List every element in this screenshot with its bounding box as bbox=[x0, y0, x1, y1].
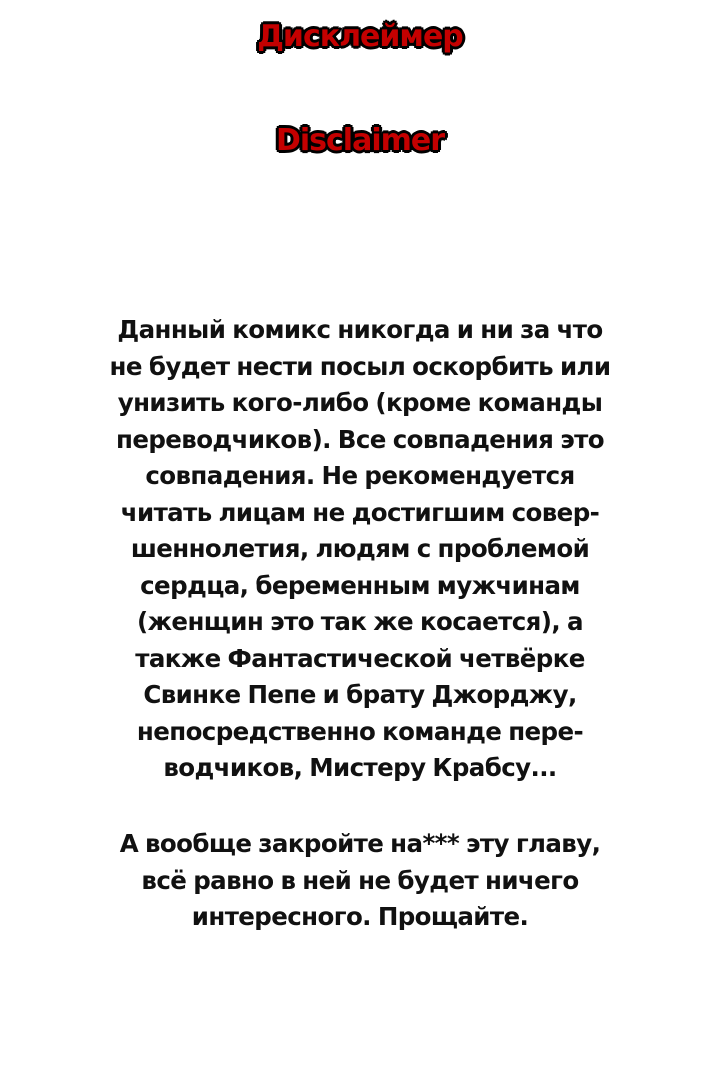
paragraph-line: унизить кого-либо (кроме команды bbox=[117, 388, 603, 417]
title-english: Disclaimer bbox=[275, 123, 445, 158]
paragraph-line: переводчиков). Все совпадения это bbox=[116, 424, 604, 454]
paragraph-line: совпадения. Не рекомендуется bbox=[145, 461, 575, 490]
disclaimer-paragraph-1 bbox=[80, 312, 640, 787]
paragraph-line: не будет нести посыл оскорбить или bbox=[109, 351, 611, 381]
paragraph-line: Свинке Пепе и брату Джорджу, bbox=[143, 680, 577, 709]
disclaimer-paragraph-2 bbox=[80, 826, 640, 936]
title-russian: Дисклеймер bbox=[257, 19, 463, 54]
paragraph-line: А вообще закройте на*** эту главу, bbox=[119, 829, 601, 858]
paragraph-line: читать лицам не достигшим совер- bbox=[120, 497, 600, 527]
paragraph-line: (женщин это так же косается), а bbox=[137, 607, 583, 636]
paragraph-line: шеннолетия, людям с проблемой bbox=[130, 534, 590, 563]
paragraph-line: сердца, беременным мужчинам bbox=[140, 570, 580, 600]
paragraph-line: Данный комикс никогда и ни за что bbox=[117, 315, 603, 344]
paragraph-line: водчиков, Мистеру Крабсу... bbox=[163, 753, 557, 782]
paragraph-line: всё равно в ней не будет ничего bbox=[141, 865, 579, 895]
paragraph-line: непосредственно команде пере- bbox=[136, 716, 584, 746]
paragraph-line: также Фантастической четвёрке bbox=[135, 643, 585, 673]
paragraph-line: интересного. Прощайте. bbox=[191, 902, 529, 931]
